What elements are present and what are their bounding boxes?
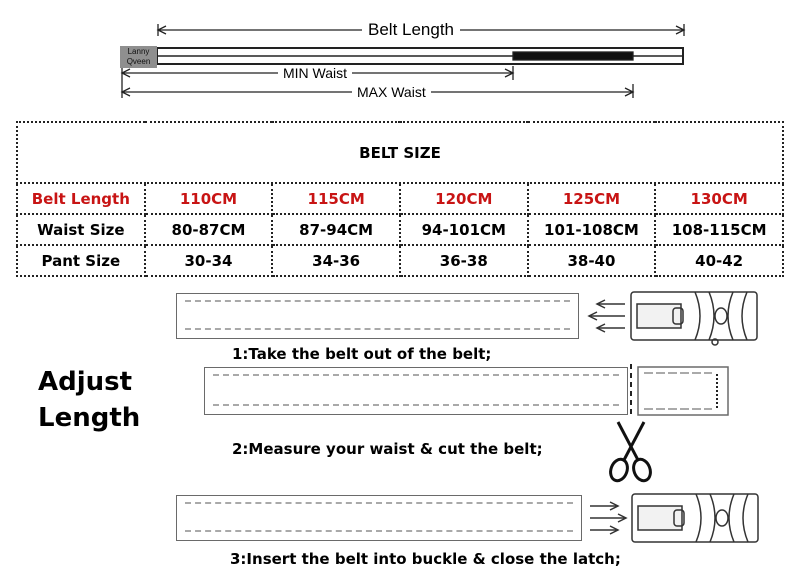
brand-line-1: Lanny: [127, 47, 150, 56]
table-cell: 38-40: [528, 245, 656, 276]
table-cell: 125CM: [528, 183, 656, 214]
max-waist-label: MAX Waist: [352, 85, 431, 99]
table-cell: 94-101CM: [400, 214, 528, 245]
table-cell: 30-34: [145, 245, 273, 276]
stitch-line: [185, 502, 573, 504]
table-cell: 36-38: [400, 245, 528, 276]
row-label: Pant Size: [17, 245, 145, 276]
table-row-pant-size: [17, 245, 783, 276]
belt-length-label: Belt Length: [362, 21, 460, 39]
table-cell: 80-87CM: [145, 214, 273, 245]
table-title-row: [17, 122, 783, 183]
step-3-buckle-icon: [586, 488, 766, 548]
table-row-belt-length: [17, 183, 783, 214]
table-cell: 110CM: [145, 183, 273, 214]
row-label: Belt Length: [17, 183, 145, 214]
brand-tag: [120, 46, 157, 68]
step-3-belt-strap: [176, 495, 582, 541]
step-3-text: 3:Insert the belt into buckle & close the latch;: [230, 550, 621, 568]
belt-size-table: [16, 121, 784, 277]
stitch-line: [185, 328, 570, 330]
heading-line-1: Adjust: [38, 367, 133, 397]
step-1-belt-strap: [176, 293, 579, 339]
row-label: Waist Size: [17, 214, 145, 245]
table-cell: 40-42: [655, 245, 783, 276]
min-waist-label: MIN Waist: [278, 66, 352, 80]
table-cell: 115CM: [272, 183, 400, 214]
table-cell: 130CM: [655, 183, 783, 214]
stitch-line: [185, 530, 573, 532]
heading-line-2: Length: [38, 403, 141, 433]
adjust-length-heading: [38, 364, 140, 436]
stitch-line: [213, 404, 619, 406]
step-1-buckle-icon: [585, 286, 765, 346]
step-1-text: 1:Take the belt out of the belt;: [232, 345, 492, 363]
step-2-cut-off-piece: [624, 362, 734, 420]
table-cell: 108-115CM: [655, 214, 783, 245]
table-cell: 120CM: [400, 183, 528, 214]
table-cell: 101-108CM: [528, 214, 656, 245]
table-cell: 87-94CM: [272, 214, 400, 245]
brand-line-2: Qveen: [126, 57, 151, 66]
stitch-line: [213, 374, 619, 376]
table-row-waist-size: [17, 214, 783, 245]
step-2-text: 2:Measure your waist & cut the belt;: [232, 440, 543, 458]
step-2-belt-strap: [204, 367, 628, 415]
table-cell: 34-36: [272, 245, 400, 276]
table-title: BELT SIZE: [17, 122, 783, 183]
stitch-line: [185, 300, 570, 302]
scissors-icon: [604, 420, 656, 486]
